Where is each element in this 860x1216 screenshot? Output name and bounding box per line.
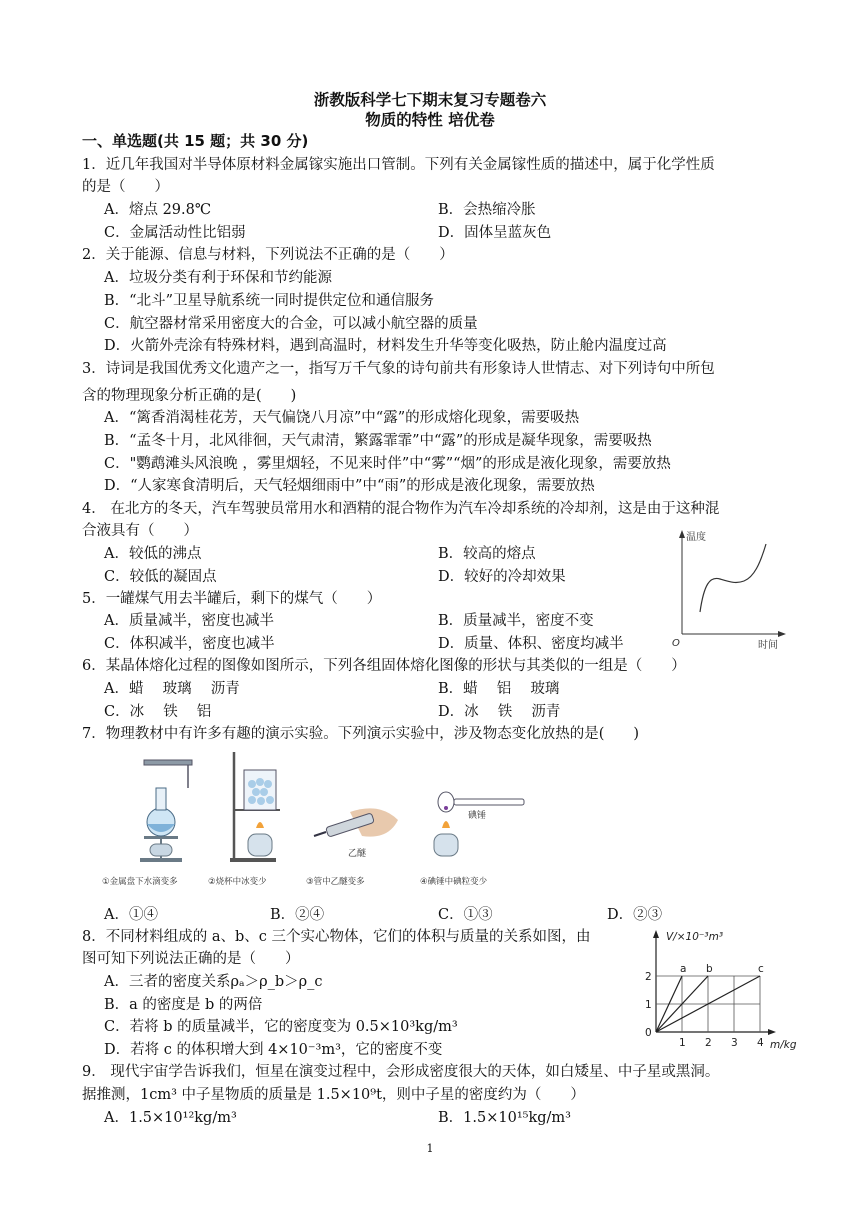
- question-2-line-1: 2．关于能源、信息与材料，下列说法不正确的是（ ）: [82, 247, 454, 263]
- q6-option-c: C．冰 铁 铝: [104, 704, 212, 720]
- q6-option-b: B．蜡 铝 玻璃: [438, 681, 560, 697]
- q4-option-a: A．较低的沸点: [104, 546, 202, 562]
- experiments-figure: [100, 748, 540, 890]
- x-tick-label: 3: [731, 1037, 738, 1049]
- q3-option-b: B．“孟冬十月，北风徘徊，天气肃清，繁露霏霏”中“露”的形成是凝华现象，需要吸热: [104, 433, 652, 449]
- chart-x-label: m/kg: [770, 1039, 797, 1051]
- temp-x-label: 时间: [758, 640, 778, 650]
- q3-option-c: C．"鹦鹉滩头风浪晚 ，雾里烟轻，不见来时伴”中“雾”“烟”的形成是液化现象，需要放热: [104, 456, 671, 472]
- q2-option-d: D．火箭外壳涂有特殊材料，遇到高温时，材料发生升华等变化吸热，防止舱内温度过高: [104, 338, 667, 354]
- q1-option-b: B．会热缩冷胀: [438, 202, 536, 218]
- y-tick-label: 2: [645, 971, 652, 983]
- question-8-line-2: 图可知下列说法正确的是（ ）: [82, 951, 300, 967]
- question-8-line-1: 8．不同材料组成的 a、b、c 三个实心物体，它们的体积与质量的关系如图，由: [82, 929, 591, 945]
- q1-option-c: C．金属活动性比铝弱: [104, 225, 246, 241]
- q8-option-c: C．若将 b 的质量减半，它的密度变为 0.5×10³kg/m³: [104, 1019, 458, 1035]
- x-tick-label: 2: [705, 1037, 712, 1049]
- series-label-a: a: [680, 963, 687, 975]
- q8-option-a: A．三者的密度关系ρₐ＞ρ_b＞ρ_c: [104, 974, 323, 990]
- question-1-line-2: 的是（ ）: [82, 179, 169, 195]
- ether-label: 乙醚: [348, 849, 367, 859]
- q5-option-a: A．质量减半，密度也减半: [104, 613, 274, 629]
- page-number: 1: [426, 1142, 434, 1155]
- question-4-line-1: 4． 在北方的冬天，汽车驾驶员常用水和酒精的混合物作为汽车冷却系统的冷却剂，这是由于这种混: [82, 501, 720, 517]
- q7-option-d: D．②③: [607, 907, 663, 923]
- q7-option-b: B．②④: [270, 907, 325, 923]
- q6-option-d: D．冰 铁 沥青: [438, 704, 561, 720]
- q5-option-d: D．质量、体积、密度均减半: [438, 636, 624, 652]
- q7-option-a: A．①④: [104, 907, 158, 923]
- q2-option-a: A．垃圾分类有利于环保和节约能源: [104, 270, 332, 286]
- temp-origin-label: O: [672, 638, 680, 649]
- question-6-line-1: 6．某晶体熔化过程的图像如图所示，下列各组固体熔化图像的形状与其类似的一组是（ ）: [82, 658, 686, 674]
- question-3-line-1: 3．诗词是我国优秀文化遗产之一，指写万千气象的诗句前共有形象诗人世情志、对下列诗句中所包: [82, 361, 715, 377]
- question-1-line-1: 1．近几年我国对半导体原材料金属镓实施出口管制。下列有关金属镓性质的描述中，属于化学性质: [82, 157, 715, 173]
- section-heading: 一、单选题(共 15 题；共 30 分): [82, 132, 309, 150]
- q3-option-d: D．“人家寒食清明后，天气轻烟细雨中”中“雨”的形成是液化现象，需要放热: [104, 478, 595, 494]
- experiment-3-illustration: [314, 808, 398, 859]
- y-tick-label: 0: [645, 1027, 652, 1039]
- melting-curve-figure: [670, 524, 790, 650]
- q2-option-b: B．“北斗”卫星导航系统一同时提供定位和通信服务: [104, 293, 434, 309]
- experiment-2-illustration: [230, 752, 280, 862]
- q4-option-c: C．较低的凝固点: [104, 569, 217, 585]
- q5-option-b: B．质量减半，密度不变: [438, 613, 594, 629]
- chart-x-arrow: [768, 1029, 776, 1035]
- q9-option-b: B．1.5×10¹⁵kg/m³: [438, 1110, 571, 1126]
- temp-y-arrow: [679, 530, 685, 538]
- q6-option-a: A．蜡 玻璃 沥青: [104, 681, 240, 697]
- y-tick-label: 1: [645, 999, 652, 1011]
- q3-option-a: A．“篱香消渴桂花芳，天气偏饶八月凉”中“露”的形成熔化现象，需要吸热: [104, 410, 580, 426]
- q4-option-b: B．较高的熔点: [438, 546, 536, 562]
- x-tick-label: 4: [757, 1037, 764, 1049]
- volume-mass-chart: [620, 922, 800, 1054]
- series-label-c: c: [758, 963, 764, 975]
- question-3-line-2: 含的物理现象分析正确的是( ): [82, 388, 297, 404]
- chart-y-arrow: [653, 930, 659, 938]
- caption-4: ④碘锤中碘粒变少: [420, 877, 488, 887]
- q2-option-c: C．航空器材常采用密度大的合金，可以减小航空器的质量: [104, 316, 478, 332]
- page-title: 浙教版科学七下期末复习专题卷六: [313, 91, 547, 109]
- page-subtitle: 物质的特性 培优卷: [365, 111, 495, 129]
- q9-option-a: A．1.5×10¹²kg/m³: [104, 1110, 237, 1126]
- iodine-label: 碘锤: [468, 811, 487, 821]
- q8-option-b: B．a 的密度是 b 的两倍: [104, 997, 263, 1013]
- chart-y-label: V/×10⁻³m³: [666, 931, 724, 943]
- experiment-1-illustration: [140, 760, 192, 862]
- series-label-b: b: [706, 963, 713, 975]
- temp-y-label: 温度: [686, 532, 706, 543]
- q1-option-d: D．固体呈蓝灰色: [438, 225, 552, 241]
- q1-option-a: A．熔点 29.8℃: [104, 202, 212, 218]
- question-9-line-1: 9． 现代宇宙学告诉我们，恒星在演变过程中，会形成密度很大的天体，如白矮星、中子星或黑洞。: [82, 1064, 720, 1080]
- question-7-line-1: 7．物理教材中有许多有趣的演示实验。下列演示实验中，涉及物态变化放热的是( ): [82, 726, 640, 742]
- experiment-4-illustration: [434, 792, 524, 856]
- x-tick-label: 1: [679, 1037, 686, 1049]
- caption-1: ①金属盘下水滴变多: [102, 877, 178, 887]
- question-5-line-1: 5．一罐煤气用去半罐后，剩下的煤气（ ）: [82, 591, 382, 607]
- melting-curve: [700, 544, 766, 612]
- temp-x-arrow: [778, 631, 786, 637]
- question-4-line-2: 合液具有（ ）: [82, 523, 198, 539]
- q7-option-c: C．①③: [438, 907, 493, 923]
- q8-option-d: D．若将 c 的体积增大到 4×10⁻³m³，它的密度不变: [104, 1042, 443, 1058]
- q5-option-c: C．体积减半，密度也减半: [104, 636, 275, 652]
- caption-3: ③管中乙醚变多: [306, 877, 365, 887]
- question-9-line-2: 据推测，1cm³ 中子星物质的质量是 1.5×10⁹t，则中子星的密度约为（ ）: [82, 1087, 585, 1103]
- caption-2: ②烧杯中冰变少: [208, 877, 267, 887]
- q4-option-d: D．较好的冷却效果: [438, 569, 566, 585]
